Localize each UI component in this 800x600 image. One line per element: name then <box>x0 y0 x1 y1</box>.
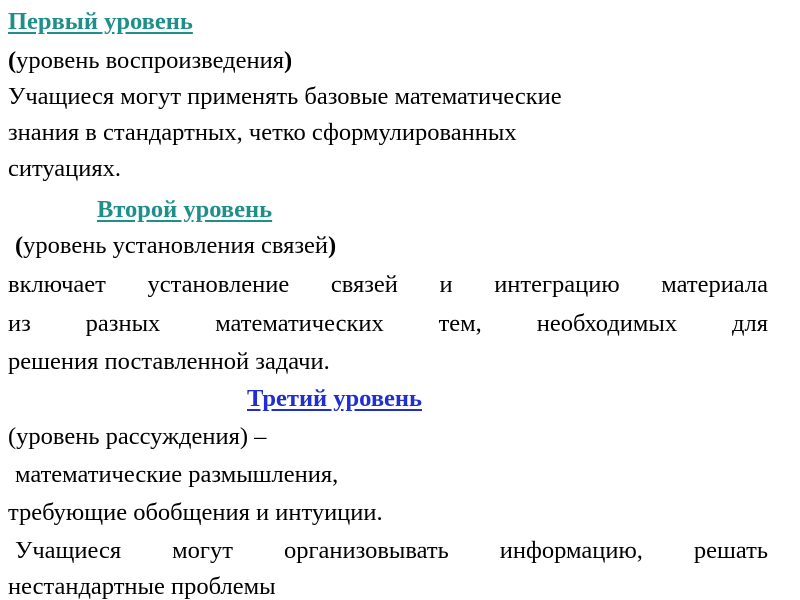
level3-body-line-2: требующие обобщения и интуиции. <box>8 499 383 526</box>
level2-subtitle-text: уровень установления связей <box>23 232 329 259</box>
level1-subtitle-text: уровень воспроизведения <box>16 47 284 74</box>
level2-title: Второй уровень <box>97 196 273 223</box>
level1-body-line-1: Учащиеся могут применять базовые математические <box>8 83 562 110</box>
level1-subtitle-open: ( <box>8 47 17 74</box>
level1-title: Первый уровень <box>8 8 193 35</box>
level2-subtitle-open: ( <box>15 232 24 259</box>
level1-body-line-3: ситуациях. <box>8 155 122 182</box>
level2-subtitle <box>15 229 336 264</box>
level3-title: Третий уровень <box>247 385 422 412</box>
level1-subtitle-close: ) <box>283 47 293 74</box>
level2-subtitle-close: ) <box>328 232 337 259</box>
level2-body-line-3: решения поставленной задачи. <box>8 348 330 375</box>
level2-body-line-2: из разных математических тем, необходимых для <box>8 310 768 337</box>
level1-body-line-2: знания в стандартных, четко сформулированных <box>8 119 517 146</box>
level3-body-line-1: математические размышления, <box>15 461 339 488</box>
level3-subtitle: (уровень рассуждения) – <box>8 423 267 450</box>
level3-body-line-4: нестандартные проблемы <box>8 573 276 600</box>
level1-subtitle <box>8 44 292 79</box>
level3-body-line-3: Учащиеся могут организовывать информацию, решать <box>15 537 768 564</box>
level2-body-line-1: включает установление связей и интеграцию материала <box>8 271 768 298</box>
